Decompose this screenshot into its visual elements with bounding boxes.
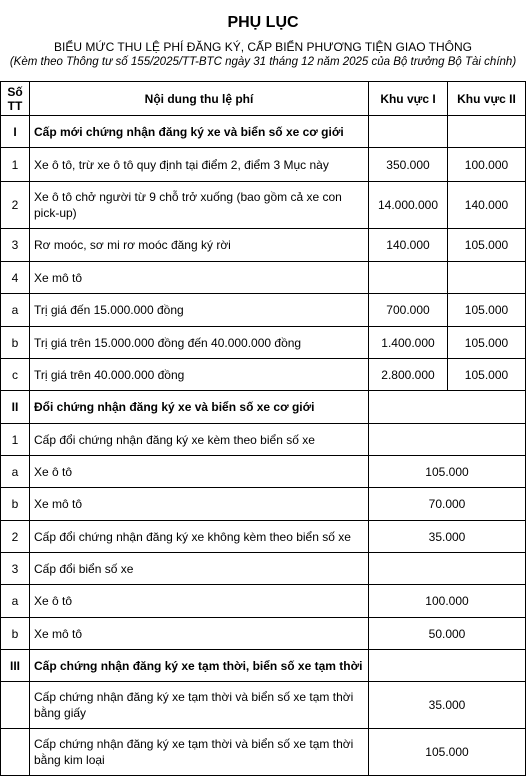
table-row <box>1 521 526 553</box>
row-value <box>369 391 526 424</box>
row-stt: a <box>1 585 30 618</box>
table-row <box>1 148 526 182</box>
row-content: Rơ moóc, sơ mi rơ moóc đăng ký rời <box>30 229 369 262</box>
row-kv2: 105.000 <box>448 359 526 391</box>
row-content: Xe ô tô chở người từ 9 chỗ trở xuống (bao gồm cả xe con pick-up) <box>30 182 369 229</box>
row-stt: a <box>1 294 30 327</box>
row-content: Cấp đổi chứng nhận đăng ký xe kèm theo biển số xe <box>30 424 369 456</box>
row-stt: b <box>1 488 30 521</box>
table-row <box>1 182 526 229</box>
row-stt: 1 <box>1 424 30 456</box>
row-content: Cấp chứng nhận đăng ký xe tạm thời và biển số xe tạm thời bằng kim loại <box>30 729 369 776</box>
header-kv2: Khu vực II <box>448 82 526 116</box>
row-stt: b <box>1 618 30 650</box>
row-content: Xe ô tô <box>30 456 369 488</box>
page-note: (Kèm theo Thông tư số 155/2025/TT-BTC ngày 31 tháng 12 năm 2025 của Bộ trưởng Bộ Tài chính) <box>9 56 517 68</box>
row-value <box>369 650 526 682</box>
row-content: Đổi chứng nhận đăng ký xe và biển số xe cơ giới <box>30 391 369 424</box>
row-kv1 <box>369 262 448 294</box>
row-value: 35.000 <box>369 521 526 553</box>
page-title: PHỤ LỤC <box>227 14 299 31</box>
table-row <box>1 682 526 729</box>
row-content: Cấp đổi biển số xe <box>30 553 369 585</box>
row-kv1: 2.800.000 <box>369 359 448 391</box>
table-row <box>1 729 526 776</box>
table-row <box>1 294 526 327</box>
header-kv1: Khu vực I <box>369 82 448 116</box>
row-value: 35.000 <box>369 682 526 729</box>
row-content: Xe ô tô <box>30 585 369 618</box>
row-content: Trị giá trên 40.000.000 đồng <box>30 359 369 391</box>
row-value: 105.000 <box>369 456 526 488</box>
row-value: 70.000 <box>369 488 526 521</box>
row-content: Cấp chứng nhận đăng ký xe tạm thời, biển số xe tạm thời <box>30 650 369 682</box>
row-stt <box>1 729 30 776</box>
row-kv1: 140.000 <box>369 229 448 262</box>
row-stt: 3 <box>1 553 30 585</box>
row-content: Cấp đổi chứng nhận đăng ký xe không kèm theo biển số xe <box>30 521 369 553</box>
row-value: 50.000 <box>369 618 526 650</box>
row-stt: 2 <box>1 182 30 229</box>
row-value: 105.000 <box>369 729 526 776</box>
table-row <box>1 488 526 521</box>
row-content: Xe ô tô, trừ xe ô tô quy định tại điểm 2, điểm 3 Mục này <box>30 148 369 182</box>
table-row <box>1 359 526 391</box>
row-stt: b <box>1 327 30 359</box>
row-value <box>369 424 526 456</box>
row-stt: 4 <box>1 262 30 294</box>
table-row <box>1 327 526 359</box>
row-stt: I <box>1 116 30 148</box>
row-content: Xe mô tô <box>30 618 369 650</box>
header-content: Nội dung thu lệ phí <box>30 82 369 116</box>
table-row <box>1 424 526 456</box>
row-kv2: 105.000 <box>448 327 526 359</box>
row-stt: III <box>1 650 30 682</box>
table-row <box>1 456 526 488</box>
row-kv2 <box>448 116 526 148</box>
page-subtitle: BIỂU MỨC THU LỆ PHÍ ĐĂNG KÝ, CẤP BIỂN PHƯƠNG TIỆN GIAO THÔNG <box>54 40 472 54</box>
row-kv2: 105.000 <box>448 294 526 327</box>
table-row <box>1 650 526 682</box>
row-content: Cấp mới chứng nhận đăng ký xe và biển số xe cơ giới <box>30 116 369 148</box>
row-value <box>369 553 526 585</box>
header-stt: Số TT <box>1 82 30 116</box>
table-row <box>1 391 526 424</box>
row-kv1: 350.000 <box>369 148 448 182</box>
row-content: Xe mô tô <box>30 488 369 521</box>
table-row <box>1 116 526 148</box>
row-kv1 <box>369 116 448 148</box>
row-stt: 2 <box>1 521 30 553</box>
row-stt: 3 <box>1 229 30 262</box>
table-row <box>1 585 526 618</box>
fee-table <box>0 81 526 776</box>
row-stt: a <box>1 456 30 488</box>
row-stt <box>1 682 30 729</box>
row-kv1: 14.000.000 <box>369 182 448 229</box>
row-kv1: 1.400.000 <box>369 327 448 359</box>
row-stt: 1 <box>1 148 30 182</box>
row-kv2: 140.000 <box>448 182 526 229</box>
row-content: Trị giá trên 15.000.000 đồng đến 40.000.000 đồng <box>30 327 369 359</box>
row-kv2: 105.000 <box>448 229 526 262</box>
table-row <box>1 618 526 650</box>
row-stt: c <box>1 359 30 391</box>
row-content: Trị giá đến 15.000.000 đồng <box>30 294 369 327</box>
table-row <box>1 553 526 585</box>
table-row <box>1 229 526 262</box>
row-content: Cấp chứng nhận đăng ký xe tạm thời và biển số xe tạm thời bằng giấy <box>30 682 369 729</box>
row-kv2 <box>448 262 526 294</box>
row-stt: II <box>1 391 30 424</box>
row-kv1: 700.000 <box>369 294 448 327</box>
table-header-row <box>1 82 526 116</box>
row-kv2: 100.000 <box>448 148 526 182</box>
table-row <box>1 262 526 294</box>
row-value: 100.000 <box>369 585 526 618</box>
row-content: Xe mô tô <box>30 262 369 294</box>
